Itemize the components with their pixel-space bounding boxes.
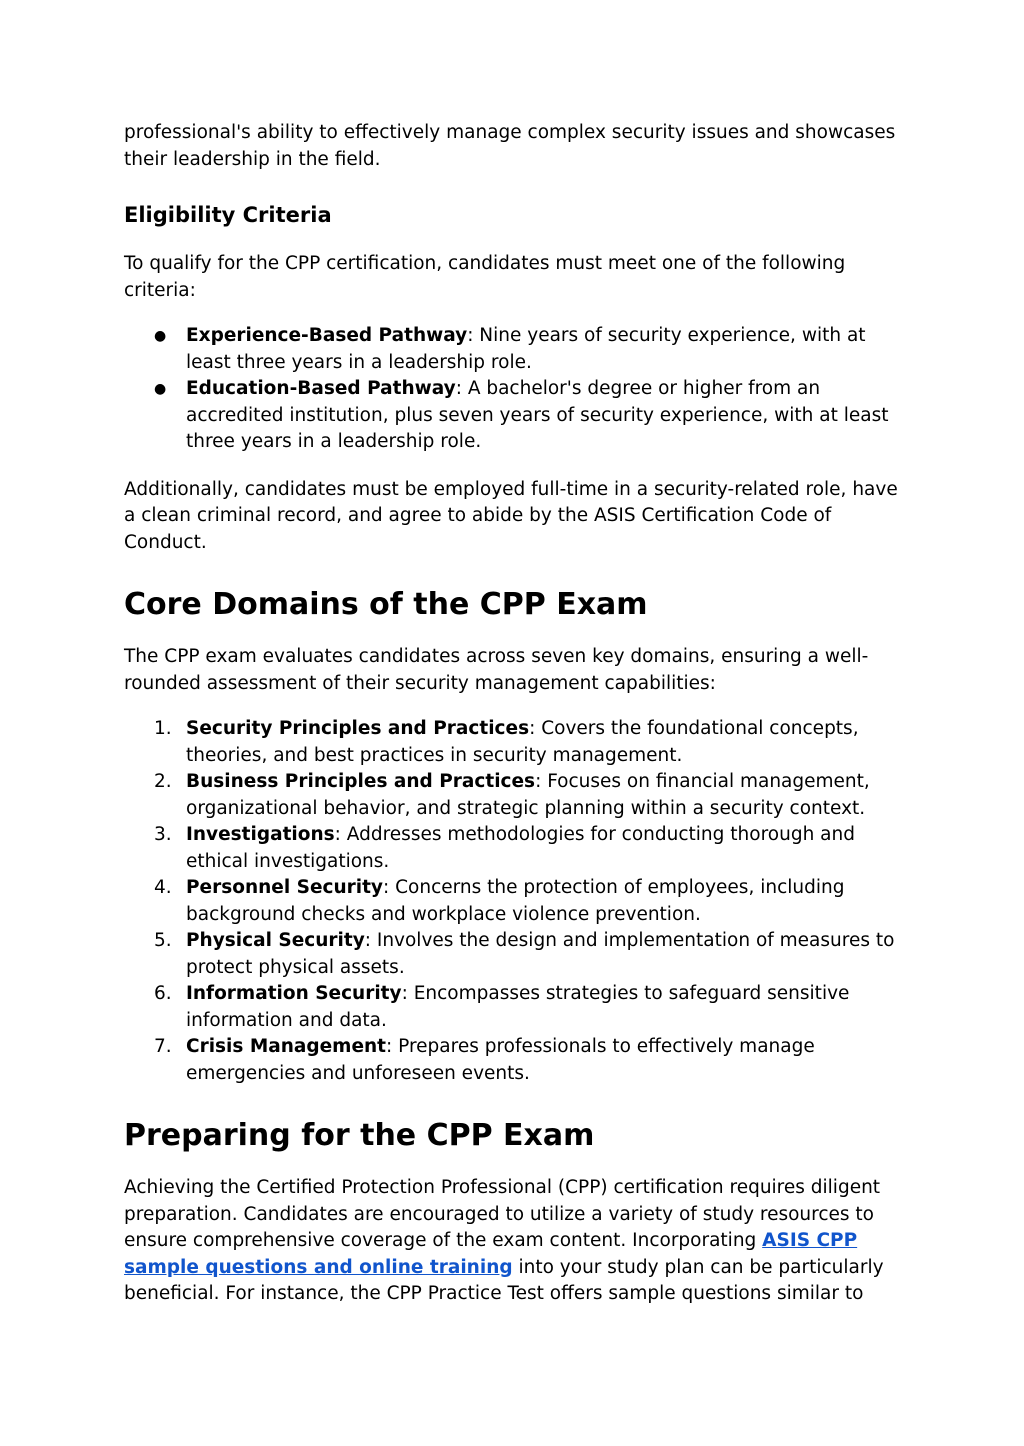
- pathway-text: : Nine years of security experience, with at least three years in a leadership role.: [186, 325, 866, 373]
- domain-number: 3.: [154, 824, 172, 845]
- domain-title: Business Principles and Practices: [186, 771, 536, 792]
- preparing-paragraph: [124, 1175, 914, 1308]
- domain-title: Security Principles and Practices: [186, 718, 530, 739]
- domain-item: [124, 928, 914, 981]
- pathway-title: Education-Based Pathway: [186, 378, 456, 399]
- core-domains-heading: Core Domains of the CPP Exam: [124, 587, 648, 622]
- eligibility-heading: Eligibility Criteria: [124, 203, 332, 227]
- domain-text: : Addresses methodologies for conducting thorough and ethical investigations.: [186, 824, 855, 872]
- intro-paragraph: professional's ability to effectively manage complex security issues and showcases their leadership in the field.: [124, 122, 896, 170]
- domain-title: Information Security: [186, 983, 402, 1004]
- domain-number: 2.: [154, 771, 172, 792]
- bullet-icon: ●: [154, 381, 167, 397]
- domain-number: 4.: [154, 877, 172, 898]
- pathway-title: Experience-Based Pathway: [186, 325, 468, 346]
- domain-text: : Encompasses strategies to safeguard sensitive information and data.: [186, 983, 850, 1031]
- preparing-text-after-link: into your study plan can be particularly beneficial. For instance, the CPP Practice Test offers sample questions similar to: [124, 1256, 884, 1304]
- domain-title: Physical Security: [186, 930, 365, 951]
- domain-item: [124, 981, 914, 1034]
- core-domains-list: [124, 716, 914, 1087]
- domain-text: : Focuses on financial management, organizational behavior, and strategic planning within a security context.: [186, 771, 870, 819]
- eligibility-pathways-list: [124, 323, 914, 456]
- domain-title: Investigations: [186, 824, 335, 845]
- pathway-item: [124, 376, 914, 456]
- domain-text: : Concerns the protection of employees, including background checks and workplace violence prevention.: [186, 877, 845, 925]
- domain-title: Personnel Security: [186, 877, 383, 898]
- asis-cpp-sample-questions-link[interactable]: ASIS CPP sample questions and online training: [124, 1230, 858, 1278]
- domain-item: [124, 716, 914, 769]
- eligibility-additional: Additionally, candidates must be employed full-time in a security-related role, have a clean criminal record, and agree to abide by the ASIS Certification Code of Conduct.: [124, 478, 898, 553]
- eligibility-lead: To qualify for the CPP certification, candidates must meet one of the following criteria:: [124, 253, 846, 301]
- domain-text: : Prepares professionals to effectively manage emergencies and unforeseen events.: [186, 1036, 815, 1084]
- domain-item: [124, 1034, 914, 1087]
- pathway-item: [124, 323, 914, 376]
- domain-item: [124, 769, 914, 822]
- domain-number: 5.: [154, 930, 172, 951]
- domain-text: : Involves the design and implementation of measures to protect physical assets.: [186, 930, 895, 978]
- domain-text: : Covers the foundational concepts, theories, and best practices in security management.: [186, 718, 859, 766]
- core-domains-lead: The CPP exam evaluates candidates across seven key domains, ensuring a well-rounded assessment of their security management capabilities:: [124, 646, 869, 694]
- preparing-heading: Preparing for the CPP Exam: [124, 1118, 595, 1153]
- document-page: [124, 120, 914, 1308]
- preparing-text-before-link: Achieving the Certified Protection Professional (CPP) certification requires diligent preparation. Candidates are encouraged to utilize a variety of study resources to ensure comprehensive coverage of the exam content. Incorporating: [124, 1177, 881, 1251]
- domain-number: 1.: [154, 718, 172, 739]
- domain-item: [124, 875, 914, 928]
- pathway-text: : A bachelor's degree or higher from an accredited institution, plus seven years of security experience, with at least three years in a leadership role.: [186, 378, 889, 452]
- domain-title: Crisis Management: [186, 1036, 387, 1057]
- domain-item: [124, 822, 914, 875]
- bullet-icon: ●: [154, 328, 167, 344]
- domain-number: 7.: [154, 1036, 172, 1057]
- domain-number: 6.: [154, 983, 172, 1004]
